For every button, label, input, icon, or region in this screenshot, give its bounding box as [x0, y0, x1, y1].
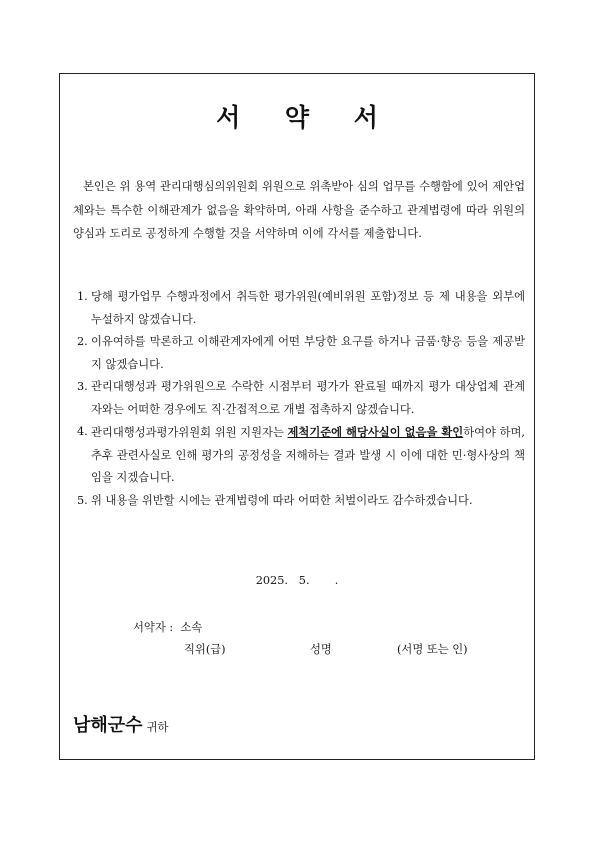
item-text: 이유여하를 막론하고 이해관계자에게 어떤 부당한 요구를 하거나 금품·향응 등을 제공받지 않겠습니다.: [91, 335, 525, 371]
pledge-date: 2025. 5. .: [255, 574, 339, 587]
item-text-emphasis: 제척기준에 해당사실이 없음을 확인: [287, 425, 464, 439]
position-label: 직위(급): [184, 643, 226, 656]
item-number: 5.: [77, 493, 88, 507]
item-number: 3.: [77, 380, 88, 393]
item-text: 위 내용을 위반할 시에는 관계법령에 따라 어떠한 처벌이라도 감수하겠습니다.: [91, 493, 473, 507]
list-item: [77, 376, 525, 421]
signer-affiliation-label: 서약자 : 소속: [133, 621, 203, 634]
list-item: [77, 286, 525, 331]
intro-paragraph: 본인은 위 용역 관리대행심의위원회 위원으로 위촉받아 심의 업무를 수행함에 있어 제안업체와는 특수한 이해관계가 없음을 확약하며, 아래 사항을 준수하고 관계법령에 따라 위원의 양심과 도리로 공정하게 수행할 것을 서약하며 이에 각서를 제출합니다.: [73, 180, 525, 240]
name-label: 성명: [310, 643, 332, 656]
item-number: 4.: [77, 425, 88, 438]
pledge-list: [77, 286, 525, 512]
list-item: [77, 490, 525, 513]
addressee-name: 남해군수: [73, 715, 143, 736]
item-text: 당해 평가업무 수행과정에서 취득한 평가위원(예비위원 포함)정보 등 제 내용을 외부에 누설하지 않겠습니다.: [91, 290, 525, 326]
addressee: [73, 711, 168, 737]
item-number: 2.: [77, 335, 88, 348]
document-frame: [59, 73, 535, 760]
addressee-suffix: 귀하: [146, 721, 169, 734]
item-text-after: 하여야 하며, 추후 관련사실로 인해 평가의 공정성을 저해하는 결과 발생 시 이에 대한 민·형사상의 책임을 지겠습니다.: [91, 426, 525, 484]
document-title: 서 약 서: [216, 103, 396, 132]
item-text: 관리대행성과 평가위원으로 수락한 시점부터 평가가 완료될 때까지 평가 대상업체 관계자와는 어떠한 경우에도 직·간접적으로 개별 접촉하지 않겠습니다.: [91, 380, 525, 416]
item-text-before: 관리대행성과평가위원회 위원 지원자는: [91, 426, 288, 439]
list-item: [77, 331, 525, 376]
item-number: 1.: [77, 290, 88, 303]
signature-note: (서명 또는 인): [397, 643, 468, 656]
list-item: [77, 421, 525, 490]
